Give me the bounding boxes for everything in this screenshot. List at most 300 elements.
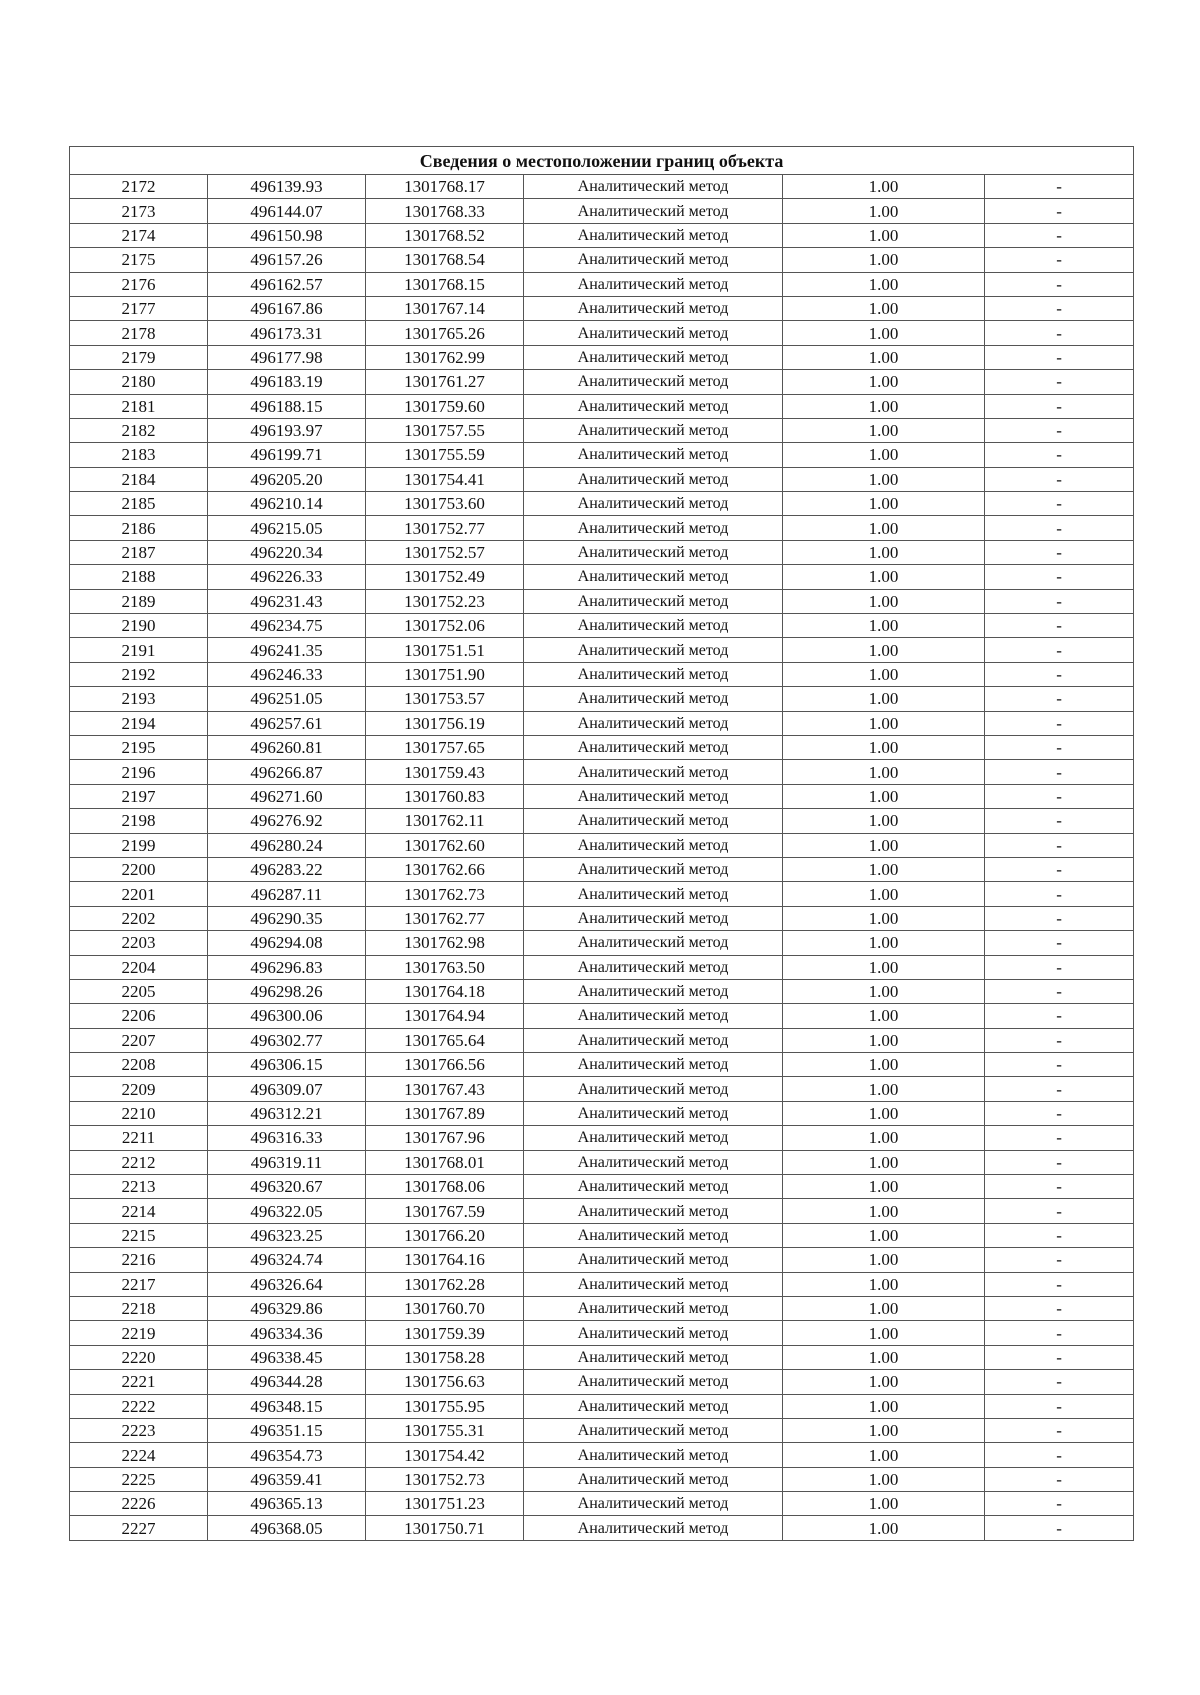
table-row <box>70 1053 1134 1077</box>
cell-description: - <box>985 979 1134 1003</box>
cell-accuracy: 1.00 <box>783 833 985 857</box>
cell-accuracy: 1.00 <box>783 1126 985 1150</box>
cell-method: Аналитический метод <box>524 809 783 833</box>
cell-method: Аналитический метод <box>524 1053 783 1077</box>
table-row <box>70 1443 1134 1467</box>
cell-coord-y: 1301767.59 <box>366 1199 524 1223</box>
table-row <box>70 1028 1134 1052</box>
table-row <box>70 979 1134 1003</box>
cell-point-number: 2181 <box>70 394 208 418</box>
cell-accuracy: 1.00 <box>783 1370 985 1394</box>
cell-point-number: 2218 <box>70 1296 208 1320</box>
cell-accuracy: 1.00 <box>783 711 985 735</box>
cell-accuracy: 1.00 <box>783 638 985 662</box>
cell-coord-x: 496271.60 <box>208 784 366 808</box>
cell-method: Аналитический метод <box>524 540 783 564</box>
cell-point-number: 2212 <box>70 1150 208 1174</box>
cell-coord-y: 1301755.59 <box>366 443 524 467</box>
cell-coord-y: 1301751.90 <box>366 662 524 686</box>
cell-coord-y: 1301750.71 <box>366 1516 524 1540</box>
cell-coord-y: 1301757.55 <box>366 418 524 442</box>
cell-point-number: 2223 <box>70 1418 208 1442</box>
cell-accuracy: 1.00 <box>783 321 985 345</box>
cell-description: - <box>985 394 1134 418</box>
cell-description: - <box>985 1199 1134 1223</box>
cell-point-number: 2172 <box>70 175 208 199</box>
table-row <box>70 321 1134 345</box>
table-row <box>70 370 1134 394</box>
cell-method: Аналитический метод <box>524 1492 783 1516</box>
cell-description: - <box>985 735 1134 759</box>
table-row <box>70 833 1134 857</box>
cell-method: Аналитический метод <box>524 1443 783 1467</box>
cell-coord-x: 496173.31 <box>208 321 366 345</box>
cell-method: Аналитический метод <box>524 1394 783 1418</box>
cell-point-number: 2184 <box>70 467 208 491</box>
cell-coord-x: 496177.98 <box>208 345 366 369</box>
cell-accuracy: 1.00 <box>783 1272 985 1296</box>
cell-accuracy: 1.00 <box>783 296 985 320</box>
cell-point-number: 2194 <box>70 711 208 735</box>
cell-method: Аналитический метод <box>524 296 783 320</box>
cell-method: Аналитический метод <box>524 394 783 418</box>
cell-accuracy: 1.00 <box>783 394 985 418</box>
table-row <box>70 467 1134 491</box>
cell-coord-x: 496199.71 <box>208 443 366 467</box>
cell-description: - <box>985 687 1134 711</box>
cell-point-number: 2191 <box>70 638 208 662</box>
table-row <box>70 394 1134 418</box>
cell-point-number: 2213 <box>70 1175 208 1199</box>
cell-coord-x: 496234.75 <box>208 614 366 638</box>
table-row <box>70 223 1134 247</box>
cell-method: Аналитический метод <box>524 1516 783 1540</box>
cell-coord-y: 1301756.63 <box>366 1370 524 1394</box>
cell-method: Аналитический метод <box>524 931 783 955</box>
cell-accuracy: 1.00 <box>783 1443 985 1467</box>
table-row <box>70 1418 1134 1442</box>
cell-method: Аналитический метод <box>524 1028 783 1052</box>
cell-description: - <box>985 1028 1134 1052</box>
cell-description: - <box>985 1516 1134 1540</box>
table-row <box>70 565 1134 589</box>
table-row <box>70 760 1134 784</box>
cell-method: Аналитический метод <box>524 248 783 272</box>
cell-point-number: 2202 <box>70 906 208 930</box>
cell-coord-y: 1301768.17 <box>366 175 524 199</box>
cell-coord-y: 1301760.70 <box>366 1296 524 1320</box>
cell-accuracy: 1.00 <box>783 1248 985 1272</box>
table-row <box>70 931 1134 955</box>
cell-coord-x: 496167.86 <box>208 296 366 320</box>
table-row <box>70 248 1134 272</box>
cell-point-number: 2209 <box>70 1077 208 1101</box>
cell-description: - <box>985 175 1134 199</box>
table-row <box>70 1077 1134 1101</box>
table-row <box>70 1126 1134 1150</box>
cell-coord-y: 1301765.64 <box>366 1028 524 1052</box>
cell-method: Аналитический метод <box>524 1126 783 1150</box>
table-row <box>70 1321 1134 1345</box>
cell-point-number: 2193 <box>70 687 208 711</box>
cell-accuracy: 1.00 <box>783 248 985 272</box>
table-row <box>70 1296 1134 1320</box>
cell-method: Аналитический метод <box>524 516 783 540</box>
cell-method: Аналитический метод <box>524 175 783 199</box>
cell-method: Аналитический метод <box>524 345 783 369</box>
table-row <box>70 540 1134 564</box>
cell-point-number: 2224 <box>70 1443 208 1467</box>
cell-description: - <box>985 809 1134 833</box>
cell-point-number: 2227 <box>70 1516 208 1540</box>
cell-accuracy: 1.00 <box>783 955 985 979</box>
cell-description: - <box>985 638 1134 662</box>
cell-coord-x: 496287.11 <box>208 882 366 906</box>
cell-accuracy: 1.00 <box>783 272 985 296</box>
cell-coord-x: 496280.24 <box>208 833 366 857</box>
table-row <box>70 638 1134 662</box>
cell-coord-y: 1301762.73 <box>366 882 524 906</box>
cell-accuracy: 1.00 <box>783 1418 985 1442</box>
cell-accuracy: 1.00 <box>783 1004 985 1028</box>
table-row <box>70 1370 1134 1394</box>
cell-coord-y: 1301767.96 <box>366 1126 524 1150</box>
table-title-row <box>70 147 1134 175</box>
cell-accuracy: 1.00 <box>783 516 985 540</box>
cell-coord-x: 496205.20 <box>208 467 366 491</box>
table-row <box>70 1175 1134 1199</box>
boundary-table <box>69 146 1134 1541</box>
cell-coord-y: 1301752.23 <box>366 589 524 613</box>
cell-method: Аналитический метод <box>524 492 783 516</box>
cell-coord-y: 1301767.89 <box>366 1101 524 1125</box>
cell-accuracy: 1.00 <box>783 1296 985 1320</box>
cell-description: - <box>985 833 1134 857</box>
cell-coord-y: 1301762.99 <box>366 345 524 369</box>
cell-method: Аналитический метод <box>524 1077 783 1101</box>
cell-accuracy: 1.00 <box>783 906 985 930</box>
cell-method: Аналитический метод <box>524 223 783 247</box>
table-row <box>70 735 1134 759</box>
cell-description: - <box>985 223 1134 247</box>
cell-point-number: 2180 <box>70 370 208 394</box>
cell-coord-y: 1301768.06 <box>366 1175 524 1199</box>
cell-coord-y: 1301765.26 <box>366 321 524 345</box>
cell-coord-y: 1301760.83 <box>366 784 524 808</box>
cell-coord-x: 496324.74 <box>208 1248 366 1272</box>
cell-coord-x: 496319.11 <box>208 1150 366 1174</box>
cell-description: - <box>985 1248 1134 1272</box>
cell-description: - <box>985 540 1134 564</box>
cell-accuracy: 1.00 <box>783 784 985 808</box>
cell-coord-y: 1301752.49 <box>366 565 524 589</box>
cell-accuracy: 1.00 <box>783 370 985 394</box>
cell-method: Аналитический метод <box>524 882 783 906</box>
table-row <box>70 1394 1134 1418</box>
table-row <box>70 687 1134 711</box>
cell-coord-y: 1301762.77 <box>366 906 524 930</box>
cell-coord-x: 496302.77 <box>208 1028 366 1052</box>
cell-coord-y: 1301762.60 <box>366 833 524 857</box>
cell-description: - <box>985 1126 1134 1150</box>
table-row <box>70 1492 1134 1516</box>
cell-description: - <box>985 1418 1134 1442</box>
cell-description: - <box>985 296 1134 320</box>
cell-coord-x: 496338.45 <box>208 1345 366 1369</box>
cell-coord-x: 496290.35 <box>208 906 366 930</box>
cell-point-number: 2215 <box>70 1223 208 1247</box>
cell-description: - <box>985 248 1134 272</box>
table-row <box>70 175 1134 199</box>
cell-accuracy: 1.00 <box>783 1150 985 1174</box>
cell-point-number: 2187 <box>70 540 208 564</box>
cell-point-number: 2217 <box>70 1272 208 1296</box>
cell-coord-x: 496296.83 <box>208 955 366 979</box>
cell-coord-y: 1301751.23 <box>366 1492 524 1516</box>
cell-coord-x: 496231.43 <box>208 589 366 613</box>
cell-description: - <box>985 370 1134 394</box>
table-row <box>70 272 1134 296</box>
cell-coord-y: 1301755.31 <box>366 1418 524 1442</box>
cell-accuracy: 1.00 <box>783 492 985 516</box>
cell-point-number: 2220 <box>70 1345 208 1369</box>
cell-accuracy: 1.00 <box>783 1028 985 1052</box>
cell-accuracy: 1.00 <box>783 614 985 638</box>
cell-point-number: 2226 <box>70 1492 208 1516</box>
cell-coord-y: 1301754.41 <box>366 467 524 491</box>
cell-method: Аналитический метод <box>524 906 783 930</box>
cell-accuracy: 1.00 <box>783 662 985 686</box>
cell-method: Аналитический метод <box>524 1004 783 1028</box>
cell-method: Аналитический метод <box>524 1248 783 1272</box>
table-title: Сведения о местоположении границ объекта <box>70 147 1134 175</box>
cell-accuracy: 1.00 <box>783 1053 985 1077</box>
cell-description: - <box>985 784 1134 808</box>
cell-description: - <box>985 443 1134 467</box>
cell-point-number: 2221 <box>70 1370 208 1394</box>
cell-description: - <box>985 711 1134 735</box>
cell-accuracy: 1.00 <box>783 345 985 369</box>
table-row <box>70 516 1134 540</box>
cell-coord-y: 1301752.73 <box>366 1467 524 1491</box>
cell-point-number: 2178 <box>70 321 208 345</box>
cell-method: Аналитический метод <box>524 662 783 686</box>
cell-coord-x: 496193.97 <box>208 418 366 442</box>
cell-accuracy: 1.00 <box>783 1467 985 1491</box>
table-row <box>70 662 1134 686</box>
cell-method: Аналитический метод <box>524 1345 783 1369</box>
cell-coord-y: 1301768.52 <box>366 223 524 247</box>
cell-description: - <box>985 1175 1134 1199</box>
cell-point-number: 2197 <box>70 784 208 808</box>
cell-point-number: 2177 <box>70 296 208 320</box>
table-row <box>70 1345 1134 1369</box>
cell-description: - <box>985 199 1134 223</box>
cell-coord-x: 496306.15 <box>208 1053 366 1077</box>
table-row <box>70 345 1134 369</box>
cell-coord-y: 1301762.66 <box>366 857 524 881</box>
cell-coord-x: 496215.05 <box>208 516 366 540</box>
cell-accuracy: 1.00 <box>783 931 985 955</box>
cell-description: - <box>985 1150 1134 1174</box>
cell-method: Аналитический метод <box>524 711 783 735</box>
cell-description: - <box>985 882 1134 906</box>
cell-accuracy: 1.00 <box>783 565 985 589</box>
cell-description: - <box>985 614 1134 638</box>
cell-method: Аналитический метод <box>524 1321 783 1345</box>
table-row <box>70 589 1134 613</box>
table-row <box>70 1272 1134 1296</box>
cell-coord-y: 1301758.28 <box>366 1345 524 1369</box>
table-row <box>70 443 1134 467</box>
cell-point-number: 2185 <box>70 492 208 516</box>
cell-description: - <box>985 589 1134 613</box>
cell-coord-y: 1301755.95 <box>366 1394 524 1418</box>
cell-method: Аналитический метод <box>524 1150 783 1174</box>
cell-point-number: 2189 <box>70 589 208 613</box>
cell-description: - <box>985 321 1134 345</box>
cell-description: - <box>985 1296 1134 1320</box>
cell-method: Аналитический метод <box>524 857 783 881</box>
cell-description: - <box>985 1223 1134 1247</box>
cell-accuracy: 1.00 <box>783 882 985 906</box>
cell-coord-x: 496139.93 <box>208 175 366 199</box>
cell-accuracy: 1.00 <box>783 687 985 711</box>
table-row <box>70 1467 1134 1491</box>
cell-description: - <box>985 760 1134 784</box>
table-row <box>70 418 1134 442</box>
cell-description: - <box>985 1370 1134 1394</box>
cell-coord-y: 1301761.27 <box>366 370 524 394</box>
cell-coord-y: 1301759.39 <box>366 1321 524 1345</box>
cell-method: Аналитический метод <box>524 687 783 711</box>
cell-point-number: 2225 <box>70 1467 208 1491</box>
cell-coord-y: 1301767.14 <box>366 296 524 320</box>
cell-coord-x: 496300.06 <box>208 1004 366 1028</box>
cell-description: - <box>985 467 1134 491</box>
cell-coord-y: 1301753.60 <box>366 492 524 516</box>
cell-accuracy: 1.00 <box>783 1492 985 1516</box>
cell-method: Аналитический метод <box>524 1272 783 1296</box>
cell-description: - <box>985 1345 1134 1369</box>
cell-accuracy: 1.00 <box>783 1077 985 1101</box>
cell-point-number: 2206 <box>70 1004 208 1028</box>
cell-coord-x: 496351.15 <box>208 1418 366 1442</box>
cell-point-number: 2192 <box>70 662 208 686</box>
cell-point-number: 2211 <box>70 1126 208 1150</box>
cell-accuracy: 1.00 <box>783 1223 985 1247</box>
cell-method: Аналитический метод <box>524 614 783 638</box>
cell-point-number: 2204 <box>70 955 208 979</box>
cell-coord-x: 496368.05 <box>208 1516 366 1540</box>
cell-point-number: 2205 <box>70 979 208 1003</box>
cell-point-number: 2201 <box>70 882 208 906</box>
cell-coord-x: 496157.26 <box>208 248 366 272</box>
cell-coord-y: 1301768.54 <box>366 248 524 272</box>
cell-description: - <box>985 931 1134 955</box>
cell-accuracy: 1.00 <box>783 1321 985 1345</box>
cell-coord-x: 496183.19 <box>208 370 366 394</box>
cell-coord-y: 1301756.19 <box>366 711 524 735</box>
cell-method: Аналитический метод <box>524 1175 783 1199</box>
cell-coord-x: 496334.36 <box>208 1321 366 1345</box>
cell-description: - <box>985 906 1134 930</box>
cell-accuracy: 1.00 <box>783 1345 985 1369</box>
cell-point-number: 2222 <box>70 1394 208 1418</box>
cell-point-number: 2186 <box>70 516 208 540</box>
cell-accuracy: 1.00 <box>783 1394 985 1418</box>
cell-description: - <box>985 418 1134 442</box>
cell-description: - <box>985 1321 1134 1345</box>
cell-accuracy: 1.00 <box>783 175 985 199</box>
cell-point-number: 2183 <box>70 443 208 467</box>
cell-description: - <box>985 1004 1134 1028</box>
cell-coord-y: 1301752.06 <box>366 614 524 638</box>
table-row <box>70 1516 1134 1540</box>
cell-coord-x: 496323.25 <box>208 1223 366 1247</box>
table-row <box>70 882 1134 906</box>
cell-description: - <box>985 857 1134 881</box>
table-row <box>70 1199 1134 1223</box>
cell-coord-x: 496260.81 <box>208 735 366 759</box>
cell-coord-y: 1301768.33 <box>366 199 524 223</box>
cell-coord-x: 496144.07 <box>208 199 366 223</box>
cell-method: Аналитический метод <box>524 321 783 345</box>
table-row <box>70 906 1134 930</box>
cell-accuracy: 1.00 <box>783 589 985 613</box>
cell-method: Аналитический метод <box>524 1223 783 1247</box>
cell-point-number: 2188 <box>70 565 208 589</box>
cell-coord-x: 496365.13 <box>208 1492 366 1516</box>
cell-method: Аналитический метод <box>524 418 783 442</box>
cell-description: - <box>985 516 1134 540</box>
cell-point-number: 2207 <box>70 1028 208 1052</box>
cell-coord-y: 1301752.57 <box>366 540 524 564</box>
table-row <box>70 492 1134 516</box>
cell-accuracy: 1.00 <box>783 809 985 833</box>
cell-method: Аналитический метод <box>524 1296 783 1320</box>
cell-coord-y: 1301759.43 <box>366 760 524 784</box>
cell-coord-x: 496316.33 <box>208 1126 366 1150</box>
cell-coord-x: 496354.73 <box>208 1443 366 1467</box>
cell-accuracy: 1.00 <box>783 1199 985 1223</box>
table-row <box>70 955 1134 979</box>
cell-method: Аналитический метод <box>524 1370 783 1394</box>
cell-point-number: 2195 <box>70 735 208 759</box>
cell-point-number: 2190 <box>70 614 208 638</box>
cell-description: - <box>985 492 1134 516</box>
cell-method: Аналитический метод <box>524 1418 783 1442</box>
cell-coord-x: 496322.05 <box>208 1199 366 1223</box>
cell-coord-x: 496344.28 <box>208 1370 366 1394</box>
cell-description: - <box>985 1467 1134 1491</box>
cell-point-number: 2173 <box>70 199 208 223</box>
cell-accuracy: 1.00 <box>783 223 985 247</box>
cell-coord-y: 1301764.94 <box>366 1004 524 1028</box>
table-body <box>70 175 1134 1541</box>
table-row <box>70 1150 1134 1174</box>
cell-method: Аналитический метод <box>524 784 783 808</box>
cell-method: Аналитический метод <box>524 735 783 759</box>
cell-point-number: 2179 <box>70 345 208 369</box>
cell-point-number: 2210 <box>70 1101 208 1125</box>
cell-coord-x: 496220.34 <box>208 540 366 564</box>
table-row <box>70 1248 1134 1272</box>
cell-accuracy: 1.00 <box>783 418 985 442</box>
cell-point-number: 2182 <box>70 418 208 442</box>
cell-coord-x: 496348.15 <box>208 1394 366 1418</box>
table-row <box>70 711 1134 735</box>
